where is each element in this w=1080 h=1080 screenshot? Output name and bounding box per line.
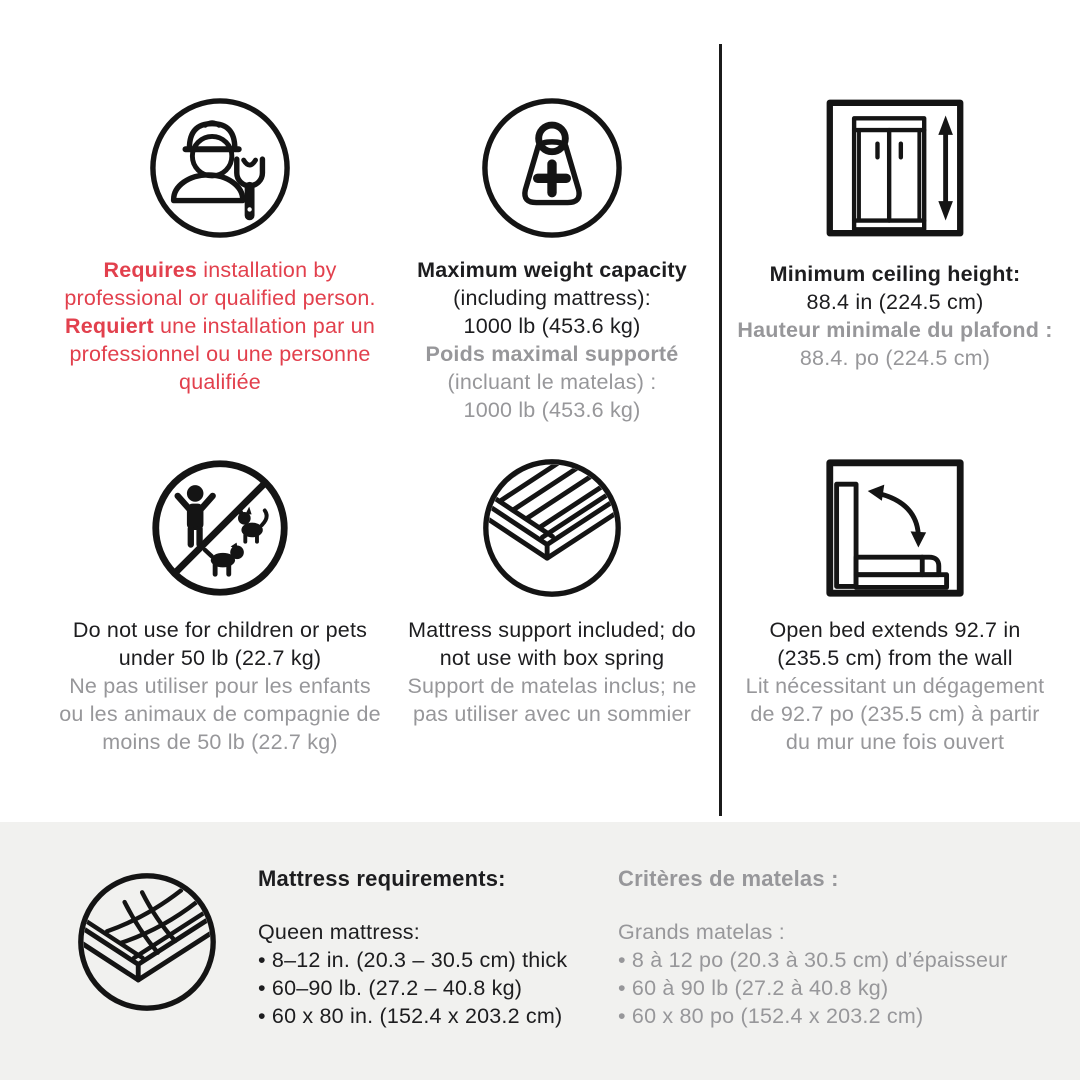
openbed-line-fr-1: Lit nécessitant un dégagement (745, 674, 1045, 698)
weight-title-fr: Poids maximal supporté (425, 342, 679, 366)
installer-icon (146, 94, 294, 242)
ceiling-height-icon (822, 94, 968, 242)
ceiling-line-en: 88.4 in (224.5 cm) (806, 290, 984, 314)
panel-installation (30, 94, 410, 396)
no-children-pets-text (59, 616, 381, 756)
mattress-bullet-en-3: • 60 x 80 in. (152.4 x 203.2 cm) (258, 1002, 567, 1030)
weight-capacity-icon (478, 94, 626, 242)
installation-line-fr-3: qualifiée (179, 370, 261, 394)
mattress-subheader-fr: Grands matelas : (618, 920, 785, 944)
panel-mattress-support (362, 456, 742, 728)
support-line-fr-2: pas utiliser avec un sommier (412, 702, 692, 726)
mattress-bullet-en-1: • 8–12 in. (20.3 – 30.5 cm) thick (258, 946, 567, 974)
mattress-requirements-fr (618, 866, 1008, 1030)
mattress-bullet-fr-3: • 60 x 80 po (152.4 x 203.2 cm) (618, 1002, 1008, 1030)
installation-line-fr-2: professionnel ou une personne (69, 342, 371, 366)
installation-fr-rest: une installation par un (153, 314, 375, 338)
weight-line-en-2: 1000 lb (453.6 kg) (463, 314, 641, 338)
mattress-bullet-fr-2: • 60 à 90 lb (27.2 à 40.8 kg) (618, 974, 1008, 1002)
weight-line-fr-1: (incluant le matelas) : (447, 370, 657, 394)
children-line-fr-2: ou les animaux de compagnie de (59, 702, 381, 726)
installation-en-rest: installation by (197, 258, 337, 282)
children-line-fr-1: Ne pas utiliser pour les enfants (69, 674, 371, 698)
weight-title-en: Maximum weight capacity (417, 258, 687, 282)
mattress-support-text (407, 616, 696, 728)
children-line-fr-3: moins de 50 lb (22.7 kg) (102, 730, 338, 754)
panel-weight-capacity (362, 94, 742, 424)
mattress-requirements-en (258, 866, 567, 1030)
panel-no-children-pets (30, 456, 410, 756)
openbed-line-fr-2: de 92.7 po (235.5 cm) à partir (750, 702, 1040, 726)
panel-open-bed (705, 456, 1080, 756)
installation-line-en-1 (64, 256, 375, 284)
weight-line-en-1: (including mattress): (453, 286, 651, 310)
mattress-bullet-fr-1: • 8 à 12 po (20.3 à 30.5 cm) d’épaisseur (618, 946, 1008, 974)
installation-en-bold: Requires (103, 258, 198, 282)
ceiling-line-fr: 88.4. po (224.5 cm) (799, 346, 991, 370)
ceiling-title-fr: Hauteur minimale du plafond : (737, 318, 1053, 342)
mattress-icon (74, 869, 220, 1015)
ceiling-height-text (737, 260, 1052, 372)
panel-ceiling-height (705, 94, 1080, 372)
support-line-fr-1: Support de matelas inclus; ne (407, 674, 697, 698)
weight-capacity-text (417, 256, 687, 424)
open-bed-icon (822, 456, 968, 600)
no-children-pets-icon (147, 456, 293, 600)
open-bed-text (746, 616, 1045, 756)
mattress-subheader-en: Queen mattress: (258, 920, 420, 944)
support-line-en-1: Mattress support included; do (408, 618, 696, 642)
mattress-header-en: Mattress requirements: (258, 866, 506, 891)
openbed-line-en-1: Open bed extends 92.7 in (769, 618, 1021, 642)
installation-fr-bold: Requiert (65, 314, 154, 338)
installation-text (64, 256, 375, 396)
openbed-line-en-2: (235.5 cm) from the wall (777, 646, 1013, 670)
installation-line-en-2: professional or qualified person. (64, 286, 376, 310)
support-line-en-2: not use with box spring (439, 646, 665, 670)
children-line-en-1: Do not use for children or pets (72, 618, 368, 642)
vertical-divider (719, 44, 722, 816)
weight-line-fr-2: 1000 lb (453.6 kg) (463, 398, 641, 422)
ceiling-title-en: Minimum ceiling height: (769, 262, 1021, 286)
installation-line-fr-1 (64, 312, 375, 340)
children-line-en-2: under 50 lb (22.7 kg) (118, 646, 322, 670)
slatted-base-icon (479, 456, 625, 600)
openbed-line-fr-3: du mur une fois ouvert (785, 730, 1005, 754)
mattress-bullet-en-2: • 60–90 lb. (27.2 – 40.8 kg) (258, 974, 567, 1002)
mattress-header-fr: Critères de matelas : (618, 866, 839, 891)
